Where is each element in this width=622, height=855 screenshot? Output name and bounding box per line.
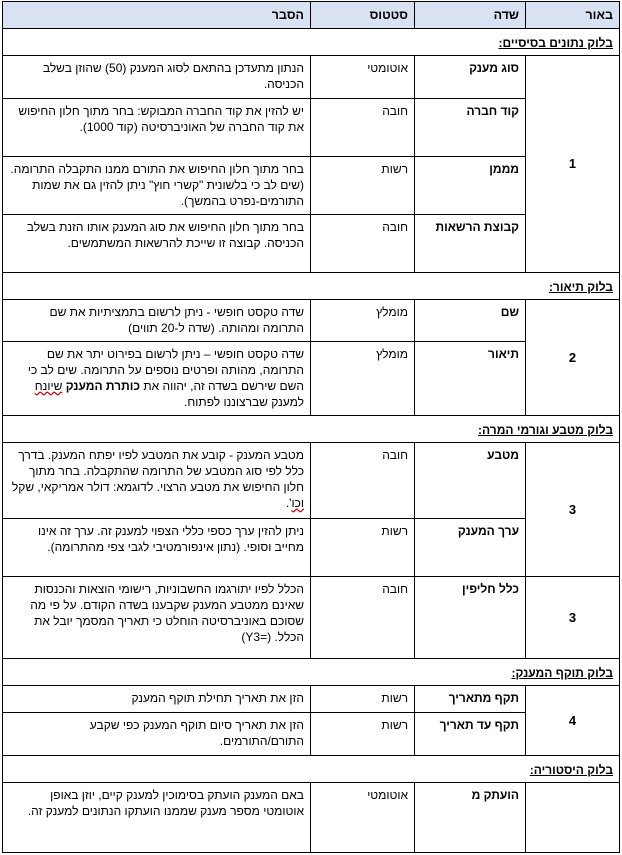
field-name: קוד חברה [415,99,526,157]
table-row [3,686,620,713]
field-status: חובה [311,99,415,157]
field-explanation: יש להזין את קוד החברה המבוקש: בחר מתוך חלון החיפוש את קוד החברה של האוניברסיטה (קוד 1000). [3,99,311,157]
field-status: מומלץ [311,300,415,342]
section-title-basic: בלוק נתונים בסיסיים: [498,36,613,50]
field-name: מממן [415,157,526,215]
field-status: רשות [311,686,415,713]
explanation-text: למענק שברצוננו לפתוח. [184,395,304,409]
field-explanation [3,443,311,519]
section-row [3,659,620,686]
table-row [3,443,620,519]
field-status: חובה [311,215,415,273]
field-name: ערך המענק [415,519,526,577]
field-status: מומלץ [311,342,415,416]
field-explanation: הכלל לפיו יתורגמו החשבוניות, רישומי הוצאות והכנסות שאינם ממטבע המענק שקבענו בשדה הקודם. על פי מה שסוכם באוניברסיטה הוחלט כי תאריך המסמך יובל את הכלל. (=Y3) [3,577,311,659]
field-status: אוטומטי [311,783,415,853]
note-number-empty [526,783,620,853]
note-number: 4 [526,686,620,756]
note-number: 2 [526,300,620,416]
field-explanation: הזן את תאריך תחילת תוקף המענק [3,686,311,713]
field-name: תיאור [415,342,526,416]
field-explanation: באם המענק הועתק בסימוכין למענק קיים, יוזן באופן אוטומטי מספר מענק שממנו הועתקו הנתונים למענק זה. [3,783,311,853]
field-explanation: בחר מתוך חלון החיפוש את התורם ממנו התקבלה התרומה. (שים לב כי בלשונית "קשרי חוץ" ניתן להזין גם את שמות התורמים-נפרט בהמשך). [3,157,311,215]
header-row [3,2,620,29]
field-name: תקף עד תאריך [415,713,526,756]
field-explanation: שדה טקסט חופשי - ניתן לרשום בתמציתיות את שם התרומה ומהותה. (שדה ל-20 תווים) [3,300,311,342]
section-row [3,416,620,443]
explanation-text: '. [285,496,292,510]
spellcheck-word: וכו [291,496,304,510]
header-status: סטטוס [311,2,415,29]
field-explanation: ניתן להזין ערך כספי כללי הצפוי למענק זה. ערך זה אינו מחייב וסופי. (נתון אינפורמטיבי לגבי צפי מהתרומה). [3,519,311,577]
explanation-text: שדה טקסט חופשי – ניתן לרשום בפירוט יתר את שם התרומה, מהותה ופרטים נוספים על התרומה. שים לב כי השם שירשם בשדה זה, יהווה את [27,347,304,393]
field-name: הועתק מ [415,783,526,853]
table-row [3,783,620,853]
field-status: חובה [311,577,415,659]
section-title-currency: בלוק מטבע וגורמי המרה: [478,423,613,437]
field-explanation: בחר מתוך חלון החיפוש את סוג המענק אותו הזנת בשלב הכניסה. קבוצה זו שייכת להרשאות המשתמשים. [3,215,311,273]
header-explanation: הסבר [3,2,311,29]
field-name: תקף מתאריך [415,686,526,713]
table-row [3,577,620,659]
field-status: רשות [311,713,415,756]
section-row [3,756,620,783]
field-status: רשות [311,519,415,577]
header-field: שדה [415,2,526,29]
spellcheck-word: שיונח [34,379,63,393]
field-name: קבוצת הרשאות [415,215,526,273]
grant-fields-table [2,1,620,853]
field-status: אוטומטי [311,56,415,99]
note-number: 3 [526,443,620,577]
section-title-description: בלוק תיאור: [548,280,613,294]
bold-term: כותרת המענק [65,379,140,393]
section-row [3,273,620,300]
section-title-validity: בלוק תוקף המענק: [511,666,613,680]
field-name: כלל חליפין [415,577,526,659]
field-explanation: הזן את תאריך סיום תוקף המענק כפי שקבע התורם/התורמים. [3,713,311,756]
section-row [3,29,620,56]
field-name: סוג מענק [415,56,526,99]
field-explanation [3,342,311,416]
field-name: שם [415,300,526,342]
field-explanation: הנתון מתעדכן בהתאם לסוג המענק (50) שהוזן בשלב הכניסה. [3,56,311,99]
field-name: מטבע [415,443,526,519]
table-row [3,300,620,342]
explanation-text: מטבע המענק - קובע את המטבע לפיו יפתח המענק. בדרך כלל לפי סוג המטבע של התרומה שהתקבלה. בחר מתוך חלון החיפוש את מטבע הרצוי. לדוגמא: דולר אמריקאי, שקל [11,448,304,494]
header-num: באור [526,2,620,29]
note-number: 1 [526,56,620,273]
note-number: 3 [526,577,620,659]
field-status: רשות [311,157,415,215]
section-title-history: בלוק היסטוריה: [529,763,613,777]
table-row [3,56,620,99]
field-status: חובה [311,443,415,519]
